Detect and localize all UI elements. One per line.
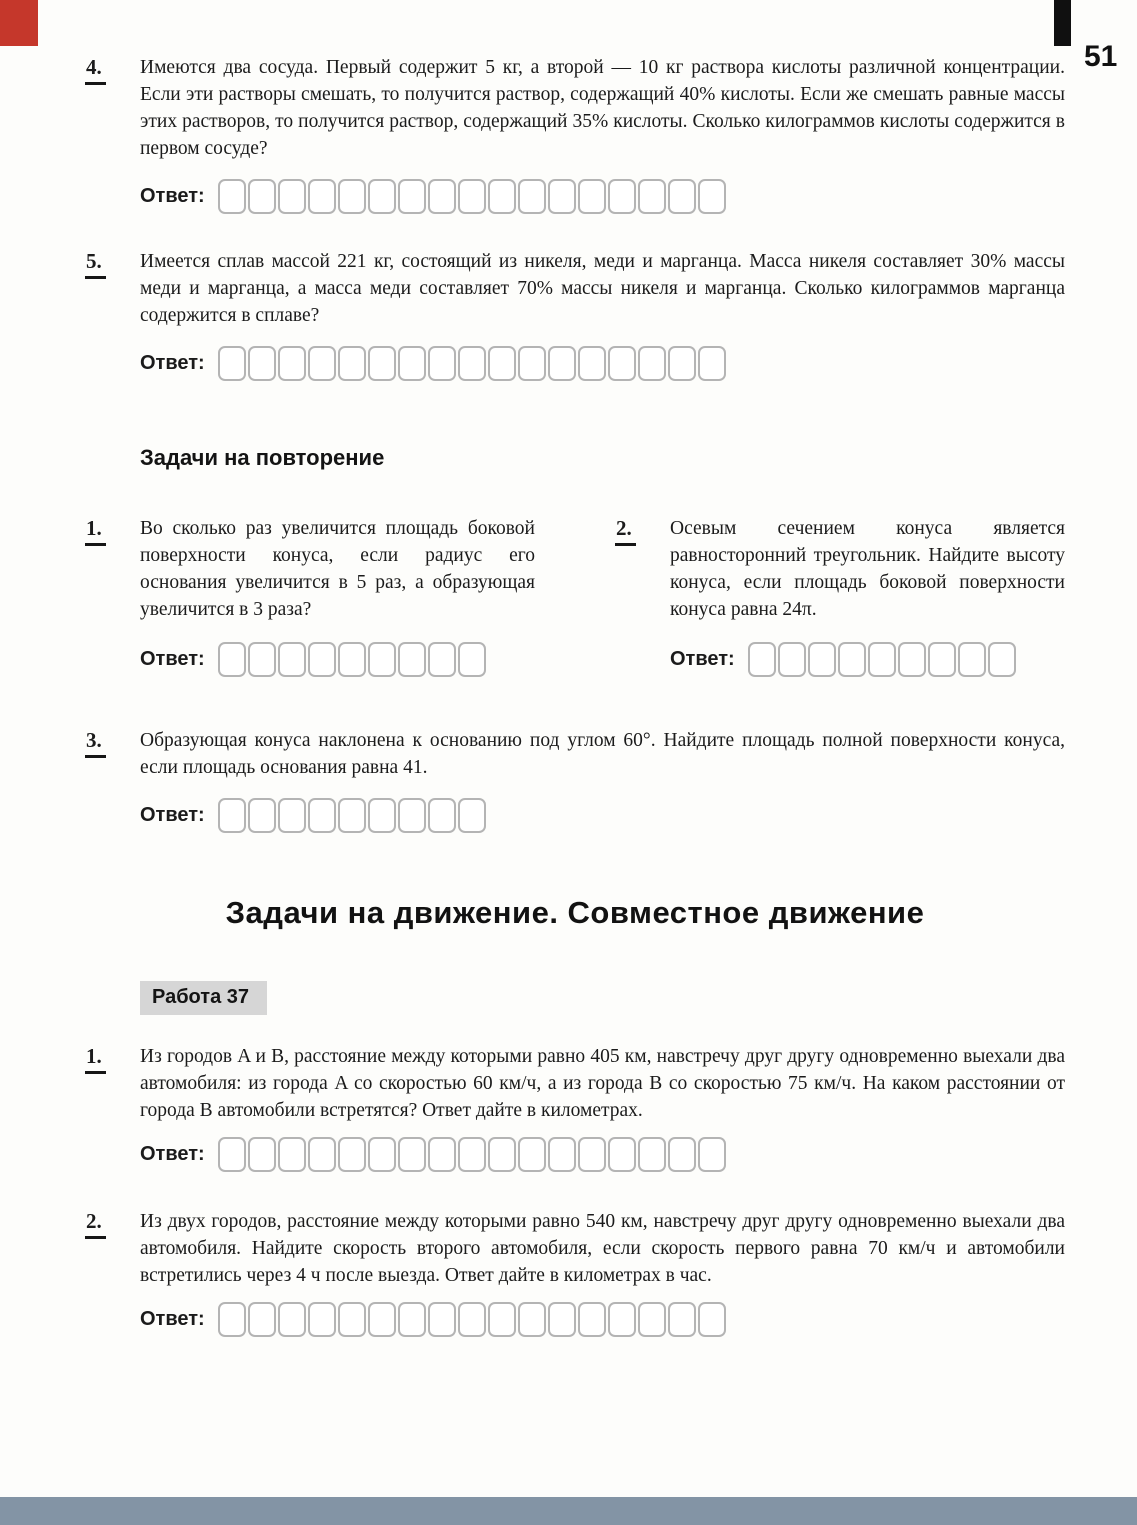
problem-number (85, 1043, 140, 1074)
red-corner-mark (0, 0, 38, 46)
problem-number (85, 1208, 140, 1239)
problem-text: Осевым сечением конуса является равносторонний треугольник. Найдите высоту конуса, если площадь боковой поверхности конуса равна 24π. (670, 518, 1065, 620)
problem-repeat-3 (85, 727, 1065, 781)
print-margin-bar (1054, 0, 1071, 46)
answer-cell (698, 1137, 726, 1172)
answer-cell (458, 642, 486, 677)
answer-cell (368, 1137, 396, 1172)
repeat-right-column (615, 515, 1065, 677)
answer-label: Ответ: (140, 1142, 205, 1165)
problem-number (85, 248, 140, 279)
answer-row-4 (140, 178, 1065, 214)
answer-cell (638, 1302, 666, 1337)
work-number-badge: Работа 37 (140, 981, 267, 1015)
problem-number (615, 515, 670, 546)
problem-number-text: 1. (85, 516, 106, 546)
answer-cell (458, 1302, 486, 1337)
answer-cell (698, 346, 726, 381)
answer-cell (608, 1137, 636, 1172)
answer-label: Ответ: (140, 351, 205, 374)
answer-label: Ответ: (140, 184, 205, 207)
answer-cell (218, 1137, 246, 1172)
problem-4 (85, 54, 1065, 162)
answer-cell (248, 798, 276, 833)
problem-repeat-2 (615, 515, 1065, 623)
problem-text: Имеется сплав массой 221 кг, состоящий из никеля, меди и марганца. Масса никеля составляет 30% массы меди и марганца, а масса меди составляет 70% массы никеля и марганца. Сколько килограммов марганца содержится в сплаве? (140, 251, 1065, 326)
answer-cell (488, 179, 516, 214)
problem-number (85, 727, 140, 758)
answer-cell (668, 1302, 696, 1337)
answer-cell (278, 642, 306, 677)
answer-cell (698, 179, 726, 214)
answer-cells (218, 798, 488, 833)
problem-move-1 (85, 1043, 1065, 1124)
answer-cells (218, 346, 728, 381)
answer-cell (338, 798, 366, 833)
answer-cell (518, 346, 546, 381)
answer-cell (668, 179, 696, 214)
answer-cell (338, 1137, 366, 1172)
answer-cell (368, 1302, 396, 1337)
answer-cell (428, 179, 456, 214)
problem-text: Из городов A и B, расстояние между которыми равно 405 км, навстречу друг другу одновременно выехали два автомобиля: из города A со скоростью 60 км/ч, а из города B со скоростью 75 км/ч. На каком расстоянии от города B автомобили встретятся? Ответ дайте в километрах. (140, 1046, 1065, 1121)
answer-cell (248, 346, 276, 381)
answer-cell (218, 179, 246, 214)
problem-text: Из двух городов, расстояние между которыми равно 540 км, навстречу друг другу одновременно выехали два автомобиля. Найдите скорость второго автомобиля, если скорость первого равна 70 км/ч и автомобили встретились через 4 ч после выезда. Ответ дайте в километрах в час. (140, 1211, 1065, 1286)
answer-cell (608, 1302, 636, 1337)
answer-cell (218, 642, 246, 677)
answer-cell (548, 179, 576, 214)
answer-cell (668, 1137, 696, 1172)
answer-cell (548, 1137, 576, 1172)
answer-cell (428, 642, 456, 677)
answer-cell (398, 798, 426, 833)
movement-section-title: Задачи на движение. Совместное движение (225, 895, 925, 930)
answer-cells (218, 642, 488, 677)
problem-number (85, 515, 140, 546)
answer-cell (458, 179, 486, 214)
answer-row-repeat-1 (140, 641, 535, 677)
answer-cell (278, 179, 306, 214)
answer-cell (578, 179, 606, 214)
answer-cell (248, 1302, 276, 1337)
answer-cell (838, 642, 866, 677)
answer-label: Ответ: (140, 1307, 205, 1330)
answer-row-repeat-2 (670, 641, 1065, 677)
answer-cell (578, 1137, 606, 1172)
answer-cell (248, 1137, 276, 1172)
answer-cell (428, 1302, 456, 1337)
answer-cell (518, 1137, 546, 1172)
answer-cell (638, 179, 666, 214)
work-label-wrap (85, 931, 1065, 1015)
answer-cell (218, 798, 246, 833)
answer-cell (398, 179, 426, 214)
scan-bottom-band (0, 1497, 1137, 1525)
answer-cell (218, 1302, 246, 1337)
answer-cell (668, 346, 696, 381)
answer-cell (308, 179, 336, 214)
answer-cell (368, 642, 396, 677)
answer-cell (488, 1302, 516, 1337)
answer-cell (278, 798, 306, 833)
answer-cell (578, 346, 606, 381)
answer-cell (748, 642, 776, 677)
answer-cell (518, 1302, 546, 1337)
answer-row-move-1 (140, 1136, 1065, 1172)
answer-cell (428, 346, 456, 381)
answer-cells (218, 1137, 728, 1172)
answer-cell (278, 1137, 306, 1172)
answer-cell (778, 642, 806, 677)
repeat-left-column (85, 515, 535, 677)
repeat-section-title: Задачи на повторение (140, 445, 385, 470)
answer-cell (248, 642, 276, 677)
problem-text: Во сколько раз увеличится площадь боковой поверхности конуса, если радиус его основания увеличится в 5 раз, а образующая увеличится в 3 раза? (140, 518, 535, 620)
problem-number-text: 4. (85, 55, 106, 85)
answer-cell (608, 346, 636, 381)
answer-cells (218, 1302, 728, 1337)
answer-cell (518, 179, 546, 214)
answer-cell (278, 346, 306, 381)
answer-cell (338, 1302, 366, 1337)
answer-cells (218, 179, 728, 214)
answer-cells (748, 642, 1018, 677)
repeat-two-columns (85, 515, 1065, 677)
answer-cell (308, 798, 336, 833)
problem-number-text: 1. (85, 1044, 106, 1074)
answer-cell (458, 1137, 486, 1172)
problem-text: Образующая конуса наклонена к основанию под углом 60°. Найдите площадь полной поверхности конуса, если площадь основания равна 41. (140, 730, 1065, 778)
answer-cell (308, 1137, 336, 1172)
answer-cell (958, 642, 986, 677)
answer-cell (638, 1137, 666, 1172)
answer-cell (428, 798, 456, 833)
answer-cell (548, 346, 576, 381)
answer-cell (988, 642, 1016, 677)
answer-cell (608, 179, 636, 214)
answer-row-move-2 (140, 1301, 1065, 1337)
answer-label: Ответ: (670, 647, 735, 670)
answer-cell (868, 642, 896, 677)
page-number: 51 (1084, 40, 1118, 73)
answer-cell (428, 1137, 456, 1172)
problem-number-text: 3. (85, 728, 106, 758)
answer-cell (638, 346, 666, 381)
answer-cell (308, 346, 336, 381)
problem-text: Имеются два сосуда. Первый содержит 5 кг, а второй — 10 кг раствора кислоты различной концентрации. Если эти растворы смешать, то получится раствор, содержащий 40% кислоты. Если же смешать равные массы этих растворов, то получится раствор, содержащий 35% кислоты. Сколько килограммов кислоты содержится в первом сосуде? (140, 57, 1065, 159)
answer-cell (398, 1302, 426, 1337)
answer-cell (308, 642, 336, 677)
answer-cell (368, 798, 396, 833)
answer-cell (398, 346, 426, 381)
answer-cell (338, 642, 366, 677)
answer-row-5 (140, 345, 1065, 381)
answer-cell (458, 798, 486, 833)
answer-cell (898, 642, 926, 677)
answer-cell (338, 346, 366, 381)
problem-number-text: 5. (85, 249, 106, 279)
answer-cell (308, 1302, 336, 1337)
answer-row-repeat-3 (140, 797, 1065, 833)
answer-cell (808, 642, 836, 677)
answer-cell (458, 346, 486, 381)
answer-label: Ответ: (140, 647, 205, 670)
problem-move-2 (85, 1208, 1065, 1289)
problem-repeat-1 (85, 515, 535, 623)
answer-label: Ответ: (140, 803, 205, 826)
problem-number-text: 2. (85, 1209, 106, 1239)
answer-cell (368, 346, 396, 381)
answer-cell (928, 642, 956, 677)
answer-cell (488, 346, 516, 381)
answer-cell (698, 1302, 726, 1337)
answer-cell (248, 179, 276, 214)
answer-cell (338, 179, 366, 214)
answer-cell (398, 1137, 426, 1172)
answer-cell (278, 1302, 306, 1337)
answer-cell (368, 179, 396, 214)
problem-number-text: 2. (615, 516, 636, 546)
answer-cell (398, 642, 426, 677)
answer-cell (578, 1302, 606, 1337)
answer-cell (548, 1302, 576, 1337)
problem-number (85, 54, 140, 85)
answer-cell (218, 346, 246, 381)
problem-5 (85, 248, 1065, 329)
answer-cell (488, 1137, 516, 1172)
